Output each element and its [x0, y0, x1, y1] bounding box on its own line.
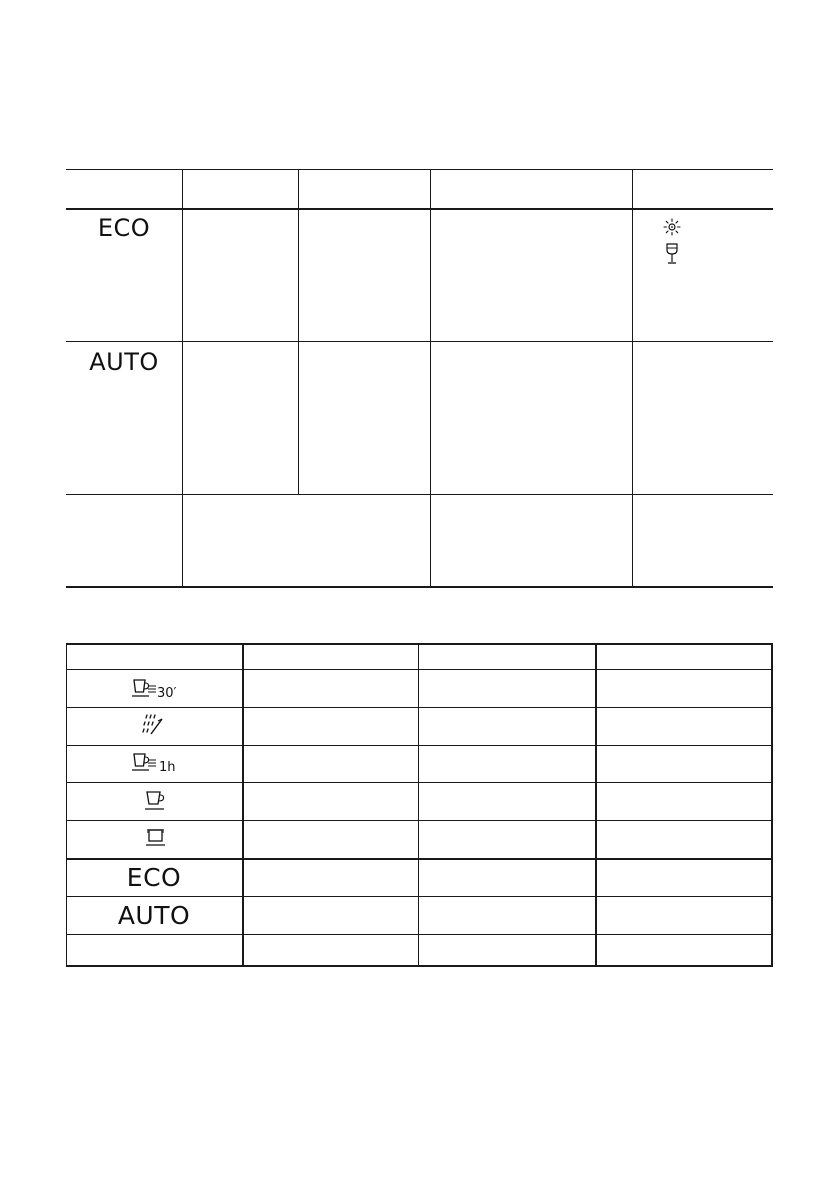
table1-row-divider: [66, 341, 773, 342]
table2-top-border: [66, 643, 773, 645]
table2-left-border: [66, 643, 67, 966]
table2-right-border: [771, 643, 773, 966]
table1-col-divider: [298, 169, 299, 494]
cup-icon: [144, 789, 166, 813]
table1-header-divider: [66, 208, 773, 210]
row-30min-suffix: 30′: [157, 686, 177, 701]
table2-row-divider: [66, 858, 773, 860]
table1-program-auto-label: AUTO: [89, 348, 159, 376]
table2-program-eco-label: ECO: [126, 863, 182, 892]
table1-bottom-border: [66, 586, 773, 588]
table2-row-divider: [66, 820, 773, 821]
cups-dishes-30min-icon: [132, 677, 158, 701]
table1-top-border: [66, 169, 773, 170]
table2-col-divider: [595, 643, 597, 966]
table2-row-divider: [66, 745, 773, 746]
table1-col-divider: [182, 169, 183, 587]
glass-icon: [664, 243, 680, 265]
pot-icon: [145, 826, 167, 850]
table1-row-divider: [66, 494, 773, 495]
table2-program-auto-label: AUTO: [117, 901, 191, 930]
table2-row-divider: [66, 934, 773, 935]
row-1h-suffix: 1h: [159, 760, 176, 775]
table1-col-divider: [632, 169, 633, 587]
table2-header-divider: [66, 669, 773, 670]
rinse-spray-icon: [141, 713, 165, 737]
table2-row-divider: [66, 707, 773, 708]
table2-row-divider: [66, 782, 773, 783]
sun-star-icon: [663, 218, 681, 236]
table2-bottom-border: [66, 965, 773, 967]
table2-col-divider: [242, 643, 244, 966]
table1-col-divider: [430, 169, 431, 587]
table2-row-divider: [66, 896, 773, 897]
table1-program-eco-label: ECO: [97, 214, 151, 242]
cups-dishes-1h-icon: [132, 751, 158, 775]
table2-col-divider: [418, 643, 419, 966]
